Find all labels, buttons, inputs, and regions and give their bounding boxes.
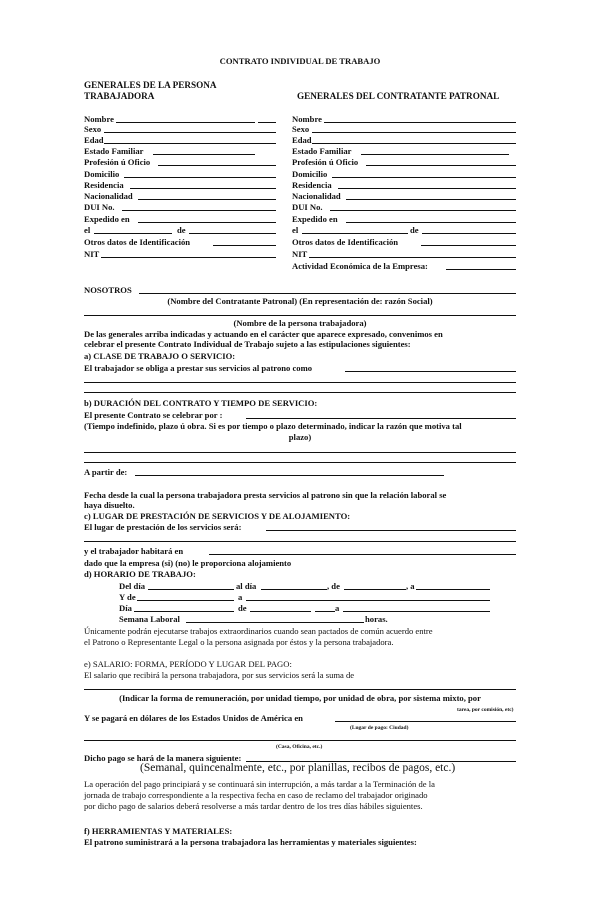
- a-label-1: , a: [406, 581, 415, 591]
- del-dia-line[interactable]: [148, 589, 234, 590]
- pagara-line[interactable]: [335, 721, 516, 722]
- salario-line[interactable]: [84, 689, 516, 690]
- employer-el-label: el: [292, 225, 299, 235]
- section-e-heading: e) SALARIO: FORMA, PERÍODO Y LUGAR DEL PAGO:: [84, 659, 292, 669]
- worker-dui-line[interactable]: [122, 210, 276, 211]
- employer-nombre-label: Nombre: [292, 114, 322, 124]
- nosotros-label: NOSOTROS: [84, 285, 132, 295]
- worker-domicilio-label: Domicilio: [84, 169, 120, 179]
- worker-sexo-line[interactable]: [104, 132, 276, 133]
- worker-estado-familiar-line[interactable]: [153, 154, 255, 155]
- habitara-line[interactable]: [209, 554, 516, 555]
- y-de-line[interactable]: [137, 600, 234, 601]
- hora-a-line-1[interactable]: [416, 589, 490, 590]
- de-label-2: de: [238, 603, 247, 613]
- employer-edad-line[interactable]: [312, 143, 516, 144]
- rem-note-small: tarea, por comisión, etc): [457, 707, 514, 713]
- worker-nit-line[interactable]: [101, 257, 276, 258]
- worker-residencia-label: Residencia: [84, 180, 124, 190]
- worker-date-line[interactable]: [94, 233, 172, 234]
- section-a-line-3[interactable]: [84, 392, 516, 393]
- rem-note-wrap: [0, 693, 600, 703]
- worker-nacionalidad-line[interactable]: [138, 199, 276, 200]
- casa-caption: (Casa, Oficina, etc.): [276, 744, 323, 750]
- y-a-line[interactable]: [246, 600, 490, 601]
- employer-caption-wrap: [0, 296, 600, 306]
- a-label-3: a: [335, 603, 340, 613]
- employer-profesion-label: Profesión ú Oficio: [292, 157, 359, 167]
- section-a-line-2[interactable]: [84, 382, 516, 383]
- employer-dui-label: DUI No.: [292, 202, 323, 212]
- employer-sexo-line[interactable]: [312, 132, 516, 133]
- fecha-line-1: Fecha desde la cual la persona trabajadora presta servicios al patrono sin que la relación laboral se: [84, 490, 447, 500]
- worker-nombre-line[interactable]: [116, 122, 255, 123]
- pagara-label: Y se pagará en dólares de los Estados Unidos de América en: [84, 713, 303, 723]
- section-b-note-1: (Tiempo indefinido, plazo ú obra. Si es por tiempo o plazo determinado, indicar la razón que motiva tal: [84, 421, 462, 431]
- lugar-pago-caption: (Lugar de pago: Ciudad): [350, 725, 409, 731]
- section-a-heading: a) CLASE DE TRABAJO O SERVICIO:: [84, 351, 236, 361]
- alojamiento-text: dado que la empresa (si) (no) le proporciona alojamiento: [84, 558, 292, 568]
- apartir-label: A partir de:: [84, 467, 128, 477]
- employer-caption: (Nombre del Contratante Patronal) (En representación de: razón Social): [167, 296, 433, 306]
- employer-domicilio-label: Domicilio: [292, 169, 328, 179]
- worker-estado-familiar-label: Estado Familiar: [84, 146, 144, 156]
- employer-de-label: de: [410, 225, 419, 235]
- apartir-line[interactable]: [135, 475, 444, 476]
- worker-el-label: el: [84, 225, 91, 235]
- employer-domicilio-line[interactable]: [332, 177, 516, 178]
- rem-note: (Indicar la forma de remuneración, por unidad tiempo, por unidad de obra, por sistema mixto, por: [119, 693, 481, 703]
- employer-residencia-label: Residencia: [292, 180, 332, 190]
- employer-otros-label: Otros datos de Identificación: [292, 237, 399, 247]
- dia-de-line[interactable]: [250, 611, 311, 612]
- employer-edad-label: Edad: [292, 135, 312, 145]
- worker-profesion-label: Profesión ú Oficio: [84, 157, 151, 167]
- section-d-heading: d) HORARIO DE TRABAJO:: [84, 569, 196, 579]
- casa-line[interactable]: [84, 740, 516, 741]
- dicho-pago-label: Dicho pago se hará de la manera siguiente:: [84, 753, 242, 763]
- worker-header-line1: GENERALES DE LA PERSONA: [84, 80, 217, 90]
- dia-sep-line[interactable]: [315, 611, 335, 612]
- section-c-line-2[interactable]: [84, 541, 516, 542]
- section-b-line[interactable]: [246, 418, 516, 419]
- al-dia-label: al día: [236, 581, 257, 591]
- section-b-heading: b) DURACIÓN DEL CONTRATO Y TIEMPO DE SERVICIO:: [84, 398, 318, 408]
- dia-label: Día: [119, 603, 132, 613]
- dia-a-line[interactable]: [343, 611, 490, 612]
- worker-name-line[interactable]: [84, 315, 516, 316]
- worker-nit-label: NIT: [84, 249, 100, 259]
- extra-line-2: el Patrono o Representante Legal o la persona asignada por éstos y la persona trabajadora.: [84, 637, 394, 647]
- operacion-line-2: jornada de trabajo correspondiente a la respectiva fecha en caso de reclamo del trabajador originado: [84, 790, 428, 800]
- section-a-text: El trabajador se obliga a prestar sus servicios al patrono como: [84, 363, 313, 373]
- worker-residencia-line[interactable]: [130, 188, 276, 189]
- employer-header: GENERALES DEL CONTRATANTE PATRONAL: [297, 91, 500, 101]
- employer-estado-familiar-line[interactable]: [361, 154, 509, 155]
- worker-nombre-label: Nombre: [84, 114, 114, 124]
- fecha-line-2: haya disuelto.: [84, 500, 135, 510]
- intro-line-2: celebrar el presente Contrato Individual de Trabajo sujeto a las estipulaciones siguientes:: [84, 339, 411, 349]
- worker-sexo-label: Sexo: [84, 124, 102, 134]
- section-f-heading: f) HERRAMIENTAS Y MATERIALES:: [84, 826, 233, 836]
- employer-actividad-line[interactable]: [446, 269, 516, 270]
- employer-sexo-label: Sexo: [292, 124, 310, 134]
- employer-date-line[interactable]: [302, 233, 408, 234]
- employer-profesion-line[interactable]: [366, 165, 516, 166]
- section-b-note-2: plazo): [288, 432, 312, 442]
- nosotros-line[interactable]: [139, 293, 516, 294]
- worker-domicilio-line[interactable]: [124, 177, 276, 178]
- operacion-line-3: por dicho pago de salarios deberá resolverse a más tardar dentro de los tres días hábiles siguientes.: [84, 801, 423, 811]
- del-dia-label: Del día: [119, 581, 146, 591]
- worker-profesion-line[interactable]: [158, 165, 276, 166]
- employer-nit-label: NIT: [292, 249, 308, 259]
- section-c-text: El lugar de prestación de los servicios será:: [84, 522, 242, 532]
- dia-line[interactable]: [134, 611, 234, 612]
- semanal-caption: (Semanal, quincenalmente, etc., por planillas, recibos de pagos, etc.): [140, 762, 456, 774]
- worker-dui-label: DUI No.: [84, 202, 115, 212]
- section-e-text: El salario que recibirá la persona trabajadora, por sus servicios será la suma de: [84, 670, 355, 680]
- worker-nombre-line-extra[interactable]: [258, 122, 276, 123]
- worker-caption-wrap: [0, 318, 600, 328]
- section-f-text: El patrono suministrará a la persona trabajadora las herramientas y materiales siguientes:: [84, 837, 417, 847]
- section-b-text: El presente Contrato se celebrar por :: [84, 410, 223, 420]
- worker-edad-line[interactable]: [104, 143, 276, 144]
- employer-expedido-line[interactable]: [346, 222, 516, 223]
- extra-line-1: Únicamente podrán ejecutarse trabajos extraordinarios cuando sean pactados de común acuerdo entre: [84, 626, 433, 636]
- section-b-line-2[interactable]: [84, 452, 516, 453]
- worker-de-label: de: [177, 225, 186, 235]
- employer-nacionalidad-label: Nacionalidad: [292, 191, 341, 201]
- section-b-line-3[interactable]: [84, 462, 516, 463]
- worker-caption: (Nombre de la persona trabajadora): [233, 318, 367, 328]
- section-c-line-1[interactable]: [266, 530, 516, 531]
- worker-expedido-label: Expedido en: [84, 214, 130, 224]
- worker-year-line[interactable]: [189, 233, 276, 234]
- document-title: CONTRATO INDIVIDUAL DE TRABAJO: [219, 56, 381, 66]
- semana-laboral-line[interactable]: [186, 622, 364, 623]
- employer-residencia-line[interactable]: [338, 188, 516, 189]
- horas-label: horas.: [365, 614, 388, 624]
- worker-nacionalidad-label: Nacionalidad: [84, 191, 133, 201]
- a-label-2: a: [238, 592, 243, 602]
- semana-laboral-label: Semana Laboral: [119, 614, 180, 624]
- worker-header-line2: TRABAJADORA: [84, 91, 155, 101]
- employer-year-line[interactable]: [422, 233, 516, 234]
- worker-expedido-line[interactable]: [138, 222, 276, 223]
- habitara-label: y el trabajador habitará en: [84, 546, 184, 556]
- worker-otros-label: Otros datos de Identificación: [84, 237, 191, 247]
- al-dia-line[interactable]: [261, 589, 327, 590]
- worker-edad-label: Edad: [84, 135, 104, 145]
- section-b-note-2-wrap: [0, 432, 600, 442]
- worker-otros-line[interactable]: [213, 245, 276, 246]
- employer-dui-line[interactable]: [330, 210, 516, 211]
- employer-expedido-label: Expedido en: [292, 214, 338, 224]
- employer-estado-familiar-label: Estado Familiar: [292, 146, 352, 156]
- de-label-1: , de: [327, 581, 340, 591]
- employer-nombre-line[interactable]: [324, 122, 516, 123]
- operacion-line-1: La operación del pago principiará y se continuará sin interrupción, a más tardar a la Terminación de la: [84, 779, 435, 789]
- employer-nit-line[interactable]: [309, 257, 516, 258]
- employer-actividad-label: Actividad Económica de la Empresa:: [292, 261, 428, 271]
- employer-otros-line[interactable]: [421, 245, 516, 246]
- y-de-label: Y de: [119, 592, 136, 602]
- section-c-heading: c) LUGAR DE PRESTACIÓN DE SERVICIOS Y DE ALOJAMIENTO:: [84, 511, 351, 521]
- employer-nacionalidad-line[interactable]: [346, 199, 516, 200]
- intro-line-1: De las generales arriba indicadas y actuando en el carácter que aparece expresado, convenimos en: [84, 329, 443, 339]
- hora-de-line-1[interactable]: [344, 589, 406, 590]
- section-a-line-1[interactable]: [345, 371, 516, 372]
